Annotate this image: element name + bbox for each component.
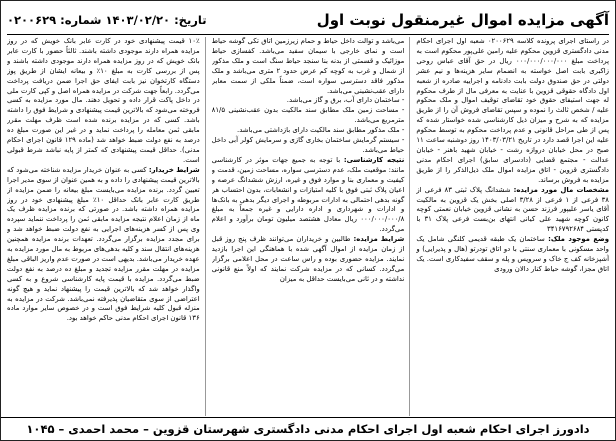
notice-body: [7, 37, 609, 416]
paragraph-text: - مساحت زمین ملک مطابق سند مالکیت بدون عقب‌نشینی ۸۱/۵ مترمربع می‌باشد.: [211, 106, 405, 125]
paragraph: [212, 96, 405, 106]
paragraph: [212, 126, 405, 136]
paragraph-text: - ساختمان دارای آب، برق و گاز می‌باشد.: [286, 96, 405, 105]
paragraph: [212, 156, 405, 235]
paragraph: [212, 37, 405, 96]
paragraph: [212, 136, 405, 156]
paragraph: [212, 235, 405, 285]
notice-footer-signature: دادورز اجرای احکام شعبه اول اجرای احکام مدنی دادگستری شهرستان قزوین – محمد احمدی – ۱۰۴۵: [1, 417, 615, 440]
paragraph-text: ساختمان یک طبقه قدیمی کلنگی شامل یک واحد مسکونی با معماری سنتی با دو اتاق تودرتو (هال و پذیرایی) و آشپزخانه کف ج خاک و سرویس و پله و سقف سفیدکاری است. یک اتاق مجزا، گوشه حیاط کنار دالان ورودی: [416, 235, 609, 273]
paragraph: [416, 37, 609, 186]
paragraph: [7, 166, 200, 325]
column-left: [7, 37, 206, 416]
column-right: [416, 37, 609, 416]
paragraph-text: در راستای اجرای پرونده کلاسه ۰۲۰۰۶۲۹ شعبه اول اجرای احکام مدنی دادگستری قزوین محکوم علیه رامین علی‌پور محکوم است به پرداخت مبلغ ۰۰۰/۰۰۰/۰۰۰/۰۰۰ ریال در حق آقای عباس روحی زاکبری بابت اصل خواسته به انضمام سایر هزینه‌ها و نیم عشر دولتی در حق صندوق دولت بابت دادنامه و اجراییه صادره از شعبه اول دادگاه حقوقی قزوین با عنایت به معرفی مال از طرف محکوم له جهت استیفای حقوق خود تقاضای توقیف اموال و ملک محکوم علیه / شخص ثالث را نموده و سپس تقاضای فروش آن را از طریق مزایده که به شرح و میزان ذیل کارشناسی شده خواستار شده که پس از طی مراحل قانونی و عدم پرداخت محکوم به توسط محکوم علیه این اجرا قصد دارد در تاریخ ۱۴۰۳/۰۳/۲۱ روز دوشنبه ساعت ۱۱ صبح در محل خیابان دروازه رشت - خیابان شهید باهنر - خیابان عدالت - مجتمع قضایی (دادسرای سابق) اجرای احکام مدنی دادگستری قزوین - اتاق مزایده اموال ملک ذیل‌الذکر را از طریق مزایده به فروش برساند.: [416, 37, 609, 184]
paragraph-text: - ملک مذکور مطابق سند مالکیت دارای بازداشتی می‌باشد.: [237, 126, 405, 135]
paragraph: [212, 106, 405, 126]
section-heading: شرایط مزایده:: [353, 235, 405, 244]
paragraph-text: - سیستم گرمایش ساختمان بخاری گازی و سرمایش کولر آبی داخل حیاط می‌باشد.: [211, 136, 405, 154]
section-heading: مشخصات مال مورد مزایده:: [513, 185, 609, 194]
paragraph-text: با توجه به جمیع جهات موثر در کارشناسی مانند: موقعیت ملک، عدم دسترسی سواره، مساحت زمین، قدمت و کیفیت و معماری بنا و موارد فوق و غیره، ارزش ششدانگ عرصه و اعیان پلاک ثبتی فوق با کلیه امتیازات و انشعابات، بدون احتساب هر گونه بدهی احتمالی به ادارات مربوطه و اجرای دیگر بدهی به بانک‌ها و ادارات و شهرداری و اداره دارایی و غیره جمعاً به مبلغ ۰۰۰/۰۰۰/۰۰۰/۸ ریال معادل هشتصد میلیون تومان برآورد و اعلام می‌گردد.: [211, 155, 405, 234]
paragraph-text: می‌باشد و توالت داخل حیاط و حمام زیرزمین اتاق تکی گوشه حیاط است و نمای خارجی با سیمان سفید می‌باشد. کفسازی حیاط موزائیک و قسمتی از بدنه بنا سنجد حیاط سنگ است و ملک مذکور از شمال و غرب به کوچه کم عرض حدود ۲ متری می‌باشد و ملک مذکور فاقد دسترسی سواره است، ضمناً ملکی از سمت معابر دارای عقب‌نشینی می‌باشد.: [211, 37, 405, 95]
paragraph-text: ۱۰٪ قیمت پیشنهادی خود در کارت عابر بانک خویش که در روز مزایده همراه دارند موجودی داشته باشند. ثالثاً حضور با کارت عابر بانک خویش که در روز مزایده همراه دارند موجودی داشته باشند و پس از بررسی کارت به مبلغ ۱۰٪ و بیعانه ایشان از طریق پوز دستگاه کارتخوان نیز بابت ایفای حق اجرا ضمن دریافت پرداخت می‌گردد. رابعاً جهت شرکت در مزایده همراه اصل و کپی کارت ملی در داخل پاکت قرار داده و تحویل دهند. مال مورد مزایده به کسی فروخته می‌شود که بالاترین قیمت پیشنهادی و شرایط فوق را داشته باشد. کسی که در مزایده برنده شده است ظرف مهلت مقرر مابقی ثمن معامله را پرداخت نماید و در غیر این صورت مبلغ ده درصد به نفع دولت ضبط خواهد شد (ماده ۱۲۹ قانون اجرای احکام مدنی). حداقل قیمت پیشنهادی که کمتر از پایه نباشد شرط قبولی است.: [6, 37, 200, 164]
section-heading: شرایط خریدار:: [148, 165, 200, 174]
paragraph: [7, 37, 200, 166]
section-heading: نتیجه کارشناسی:: [343, 155, 405, 164]
column-middle: [212, 37, 411, 416]
paragraph-text: کسی به عنوان خریدار مزایده شناخته می‌شود که بالاترین قیمت پیشنهادی را داده و به همین عنوان از سوی مدیر اجرا تعیین گردد. برنده مزایده می‌بایست مبلغ بیعانه را ضمن مزایده از طریق کارت عابر بانک حداقل ۱۰٪ مبلغ پیشنهادی خود در روز مزایده همراه داشته باشد. در صورتی که برنده مزایده ظرف یک ماه از زمان اعلام نتیجه مزایده مابقی ثمن را پرداخت ننماید سپرده وی پس از کسر هزینه‌های اجرایی به نفع دولت ضبط خواهد شد و برای مجدد مزایده برگزار می‌گردد. تعهدات برنده مزایده همچنین هزینه‌های انتقال سند و کلیه بدهی‌های مربوط به مال مورد مزایده به عهده خریدار می‌باشد. بدیهی است در صورت عدم واریز الباقی مبلغ مزایده در مهلت مقرر مزایده تجدید و مبلغ ده درصد به نفع دولت ضبط می‌گردد. مزایده با قیمت پایه کارشناسی شروع و به کسی واگذار خواهد شد که بالاترین قیمت را پیشنهاد نماید و هیچ گونه اعتراضی از سوی متقاضیان پذیرفته نمی‌باشد. شرکت در مزایده به منزله قبول کلیه شرایط فوق است و در خصوص سایر موارد ماده ۱۳۶ قانون اجرای احکام مدنی حاکم خواهد بود.: [6, 165, 200, 323]
notice-title: آگهی مزایده اموال غیرمنقول نوبت اول: [316, 11, 609, 29]
header-divider: [7, 34, 609, 35]
paragraph-text: طالبین و خریداران می‌توانند ظرف پنج روز قبل از زمان مزایده از اموال آگهی شده با هماهنگی این اجرا بازدید نمایند. مزایده حضوری بوده و راس ساعت در محل اعلامی برگزار می‌گردد. کسانی که در مزایده شرکت نمایند که اولاً منع قانونی نداشته و در ثانی می‌بایست حداقل به میزان: [211, 235, 405, 283]
paragraph: [416, 235, 609, 275]
issue-date-number: تاریخ: ۱۴۰۳/۰۲/۲۰ شماره: ۰۲۰۰۶۲۹: [7, 13, 207, 27]
notice-header: [7, 7, 609, 33]
paragraph-text: ششدانگ پلاک ثبتی ۸۳ فرعی از ۳۸ فرعی از ۱ فرعی از ۳/۲۸ اصلی بخش یک قزوین به مالکیت آقای یاسر علیپور فرزند حسن به نشانی قزوین خیابان نعمتی کوچه کانون کوچه شهید علی کیانی انتهای بن‌بست فرعی پلاک ۳۱ با کدپستی ۳۴۱۶۷۹۲۶۸۴: [416, 185, 609, 234]
section-heading: وضع موجود ملک:: [548, 235, 609, 244]
paragraph: [416, 186, 609, 236]
